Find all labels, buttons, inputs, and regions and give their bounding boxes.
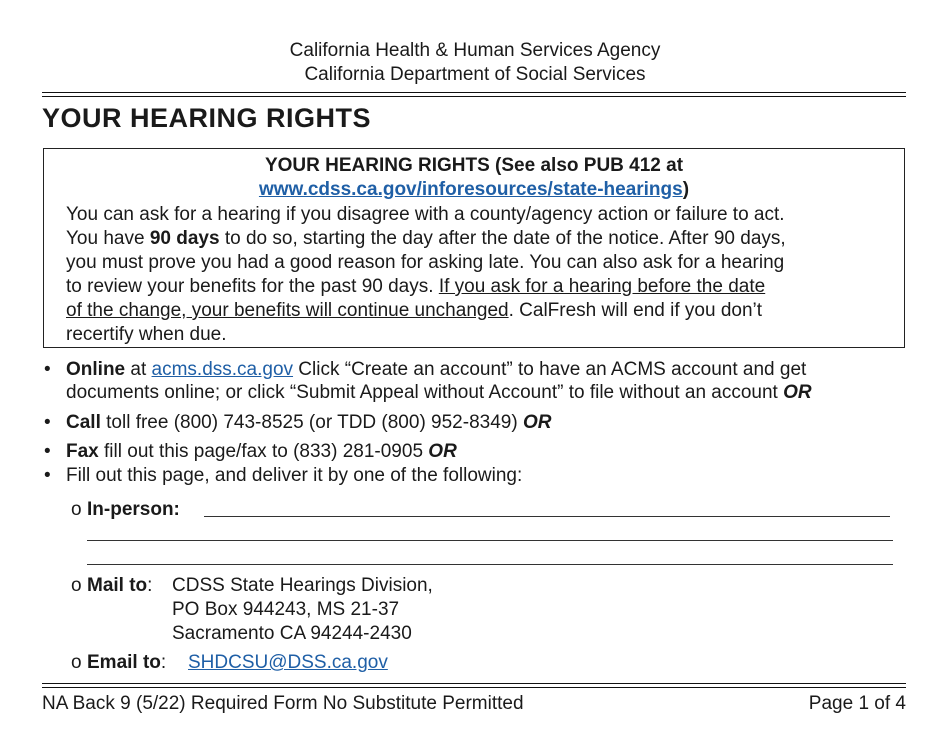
- email-colon: :: [160, 652, 167, 673]
- footer-rule-bottom: [42, 687, 906, 688]
- box-heading-link-line: [44, 178, 904, 202]
- mail-label-group: [87, 574, 152, 598]
- bullet-call: •: [44, 412, 51, 433]
- online-label: Online: [66, 359, 126, 380]
- department-name: California Department of Social Services: [304, 64, 646, 85]
- fax-text: fill out this page/fax to (833) 281-0905: [98, 441, 429, 462]
- bullet-online: •: [44, 359, 51, 380]
- box-line-5: [66, 299, 762, 323]
- state-hearings-link[interactable]: www.cdss.ca.gov/inforesources/state-hearings: [258, 179, 683, 200]
- call-label: Call: [66, 412, 101, 433]
- option-fax: [66, 440, 457, 464]
- option-online-cont: [66, 381, 812, 405]
- mail-colon: :: [147, 575, 153, 596]
- option-online: [66, 358, 806, 382]
- fax-or: OR: [428, 441, 457, 462]
- call-or: OR: [522, 412, 552, 433]
- bullet-fax: •: [44, 441, 51, 462]
- page-title: YOUR HEARING RIGHTS: [42, 103, 372, 133]
- box-line-2: [66, 227, 786, 251]
- call-text: toll free (800) 743-8525 (or TDD (800) 952-8349): [100, 412, 523, 433]
- box-line-3: you must prove you had a good reason for asking late. You can also ask for a hearing: [66, 252, 785, 273]
- box-line-1: You can ask for a hearing if you disagree with a county/agency action or failure to act.: [66, 204, 785, 225]
- email-label: Email to: [87, 652, 161, 673]
- page-number: Page 1 of 4: [808, 693, 906, 714]
- box-line-4-underlined: If you ask for a hearing before the date: [438, 276, 766, 297]
- fax-label: Fax: [66, 441, 99, 462]
- in-person-blank-2[interactable]: [87, 540, 893, 541]
- online-or: OR: [783, 382, 812, 403]
- box-line-4: [66, 275, 765, 299]
- box-line-5-post: . CalFresh will end if you don’t: [508, 300, 763, 321]
- header-rule-top: [42, 92, 906, 93]
- email-label-group: [87, 651, 166, 675]
- in-person-marker: o: [71, 499, 82, 520]
- mail-marker: o: [71, 575, 82, 596]
- email-marker: o: [71, 652, 82, 673]
- online-text-1: Click “Create an account” to have an ACMS account and get: [293, 359, 807, 380]
- bullet-deliver: •: [44, 465, 51, 486]
- form-id: NA Back 9 (5/22) Required Form No Substitute Permitted: [42, 693, 524, 714]
- email-link[interactable]: SHDCSU@DSS.ca.gov: [188, 652, 388, 673]
- in-person-blank-1[interactable]: [204, 516, 890, 517]
- box-heading: YOUR HEARING RIGHTS (See also PUB 412 at: [264, 155, 684, 176]
- ninety-days-emphasis: 90 days: [149, 228, 220, 249]
- box-line-2-pre: You have: [66, 228, 150, 249]
- agency-name: California Health & Human Services Agency: [289, 40, 661, 61]
- option-deliver: Fill out this page, and deliver it by one of the following:: [66, 465, 523, 486]
- box-line-6: recertify when due.: [66, 324, 227, 345]
- mail-address-1: CDSS State Hearings Division,: [172, 575, 433, 596]
- footer-rule-top: [42, 683, 906, 684]
- acms-link[interactable]: acms.dss.ca.gov: [151, 359, 294, 380]
- box-line-4-pre: to review your benefits for the past 90 days.: [66, 276, 439, 297]
- hearing-rights-box: [43, 148, 905, 348]
- online-text-2: documents online; or click “Submit Appeal without Account” to file without an account: [66, 382, 784, 403]
- option-call: [66, 411, 551, 435]
- in-person-blank-3[interactable]: [87, 564, 893, 565]
- mail-address-2: PO Box 944243, MS 21-37: [172, 599, 400, 620]
- in-person-label: In-person:: [87, 499, 180, 520]
- mail-address-3: Sacramento CA 94244-2430: [172, 623, 412, 644]
- email-line: [188, 651, 388, 675]
- online-at: at: [125, 359, 152, 380]
- box-heading-close: ): [682, 179, 690, 200]
- mail-label: Mail to: [87, 575, 148, 596]
- box-line-2-post: to do so, starting the day after the date of the notice. After 90 days,: [219, 228, 786, 249]
- box-line-5-underlined: of the change, your benefits will continue unchanged: [66, 300, 509, 321]
- header-rule-bottom: [42, 96, 906, 97]
